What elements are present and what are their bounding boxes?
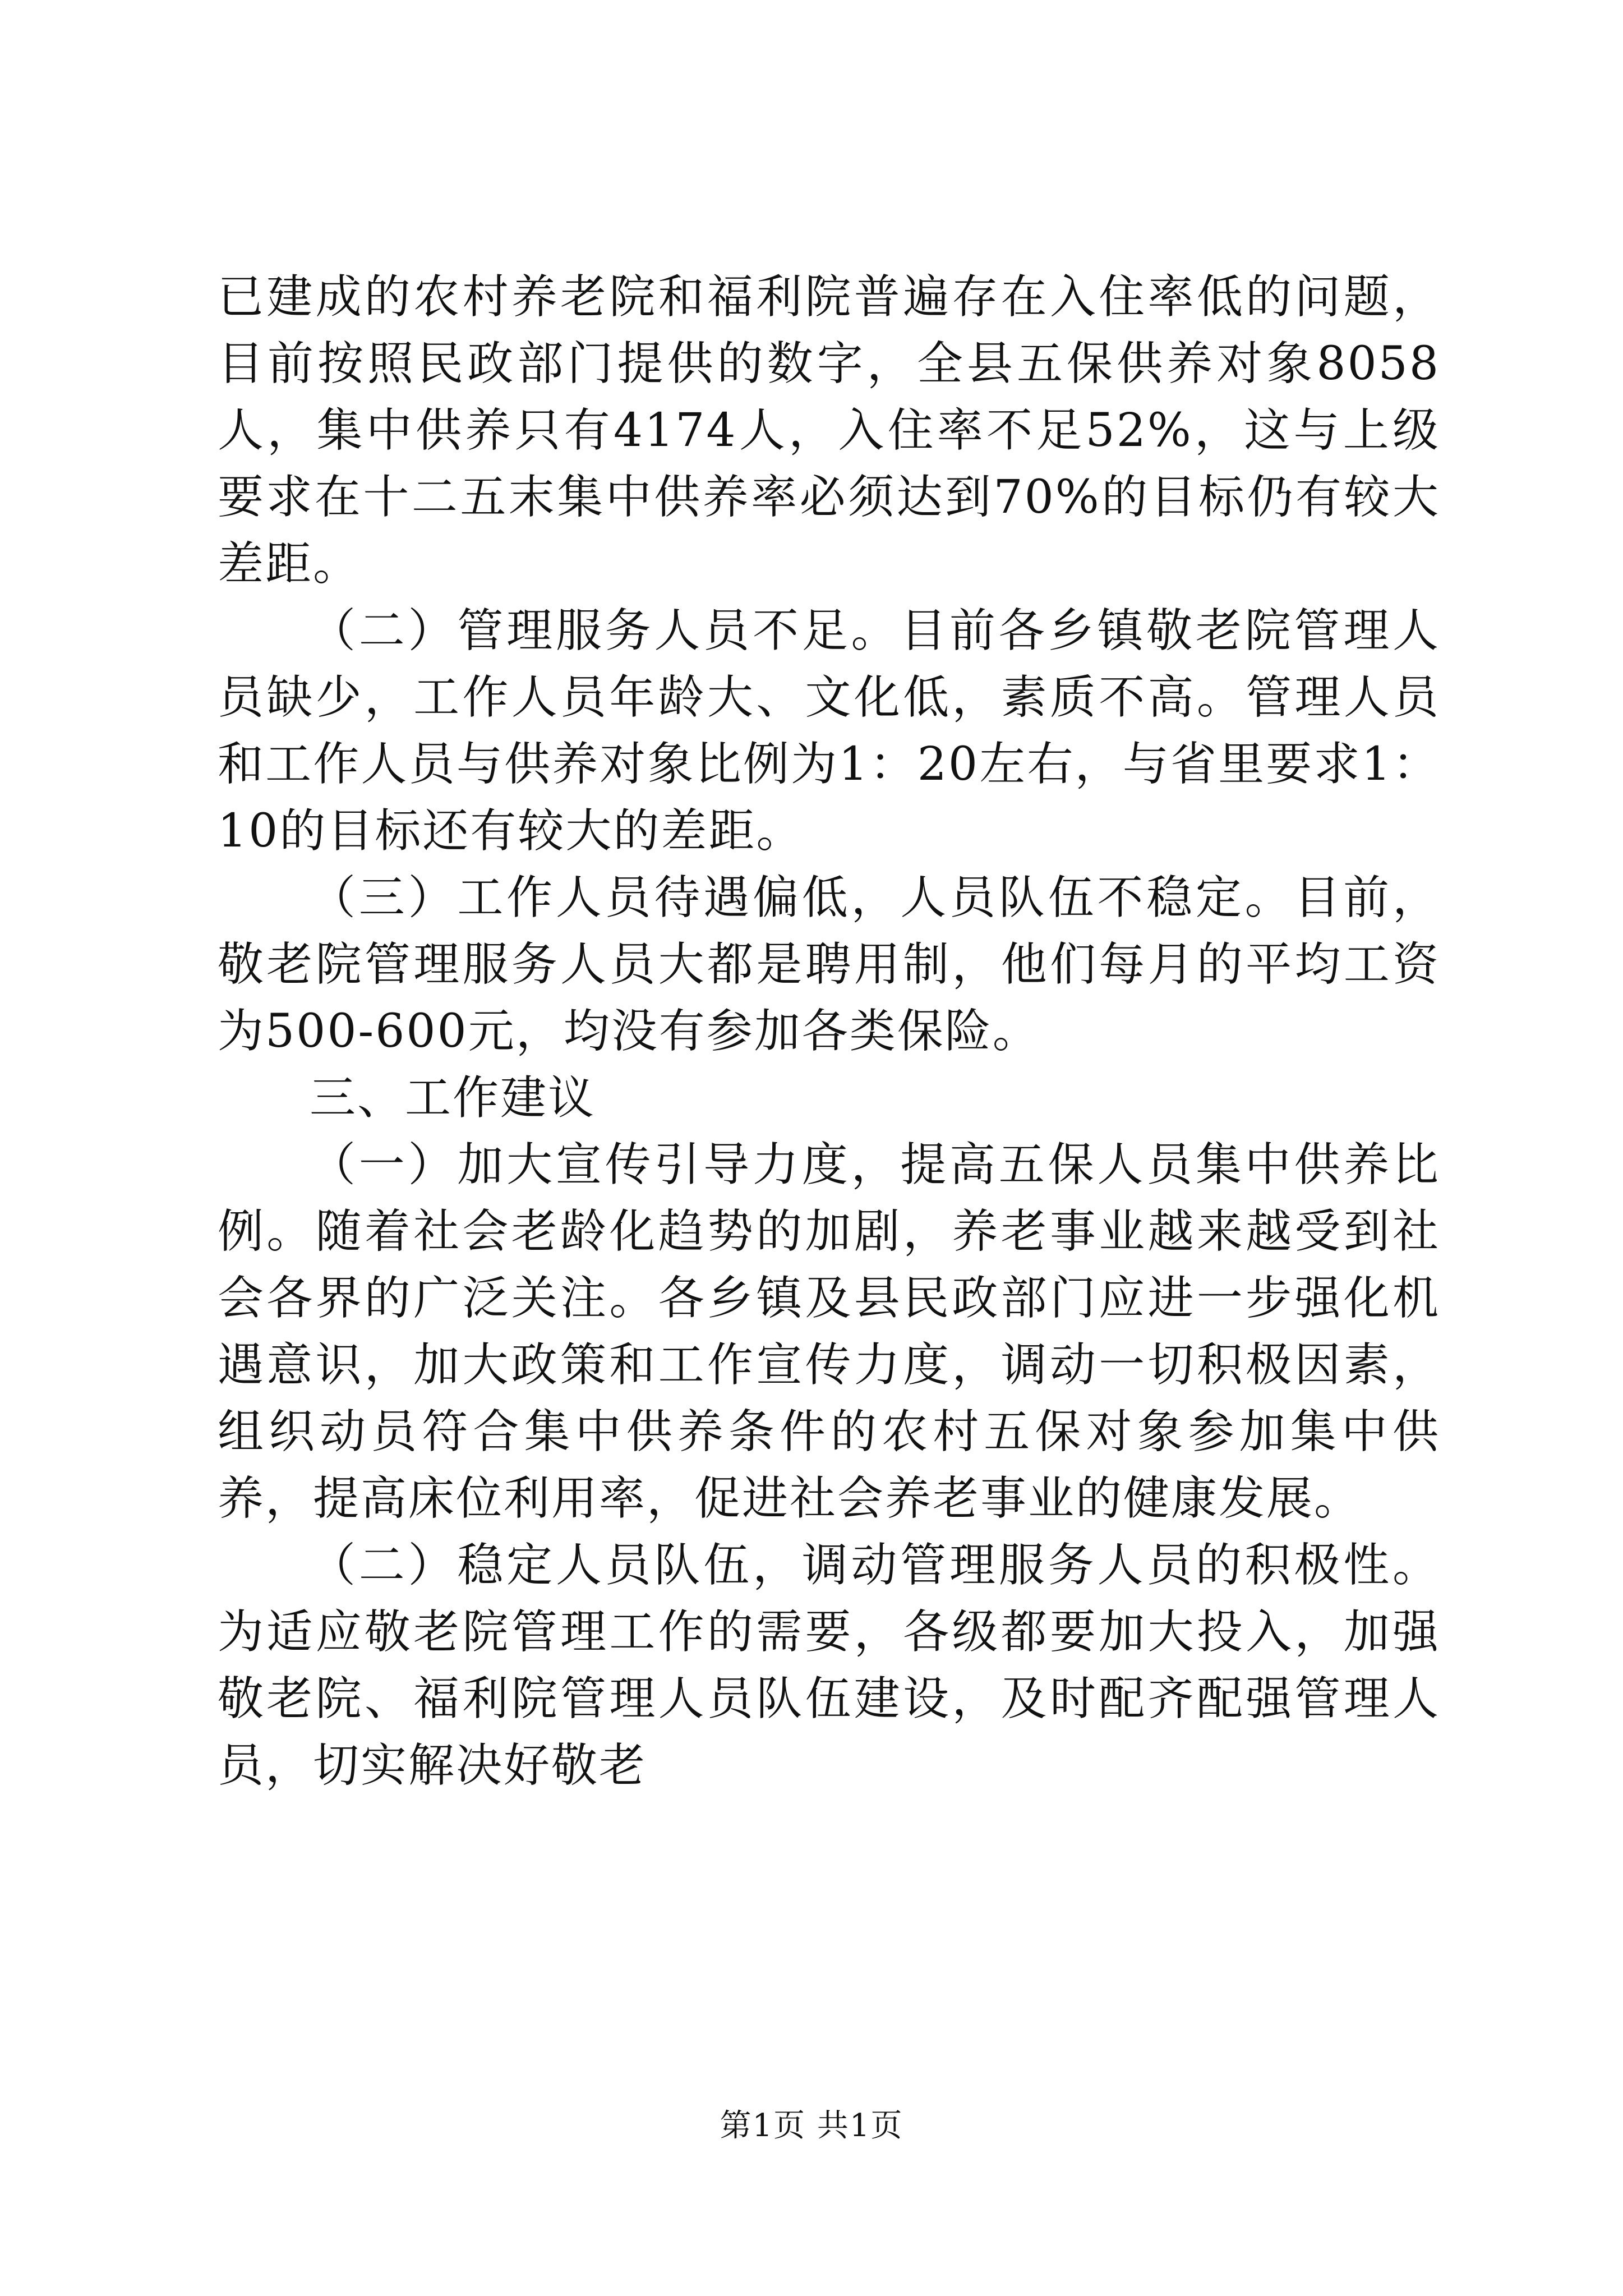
page-footer: 第1页 共1页: [720, 2108, 903, 2144]
paragraph-low-pay: （三）工作人员待遇偏低，人员队伍不稳定。目前，敬老院管理服务人员大都是聘用制，他们每月的平均工资为500-600元，均没有参加各类保险。: [218, 871, 1440, 1058]
section-heading-work-suggestions: 三、工作建议: [310, 1071, 596, 1125]
document-body: [218, 264, 1440, 1799]
paragraph-publicity-guidance: （一）加大宣传引导力度，提高五保人员集中供养比例。随着社会老龄化趋势的加剧，养老事业越来越受到社会各界的广泛关注。各乡镇及县民政部门应进一步强化机遇意识，加大政策和工作宣传力度，调动一切积极因素，组织动员符合集中供养条件的农村五保对象参加集中供养，提高床位利用率，促进社会养老事业的健康发展。: [218, 1138, 1440, 1525]
paragraph-staff-shortage: （二）管理服务人员不足。目前各乡镇敬老院管理人员缺少，工作人员年龄大、文化低，素质不高。管理人员和工作人员与供养对象比例为1：20左右，与省里要求1：10的目标还有较大的差距。: [218, 604, 1440, 858]
paragraph-stabilize-staff: （二）稳定人员队伍，调动管理服务人员的积极性。为适应敬老院管理工作的需要，各级都要加大投入，加强敬老院、福利院管理人员队伍建设，及时配齐配强管理人员，切实解决好敬老: [218, 1539, 1440, 1792]
paragraph-occupancy-rate: 已建成的农村养老院和福利院普遍存在入住率低的问题，目前按照民政部门提供的数字，全县五保供养对象8058人，集中供养只有4174人，入住率不足52%，这与上级要求在十二五末集中供养率必须达到70%的目标仍有较大差距。: [218, 270, 1440, 591]
